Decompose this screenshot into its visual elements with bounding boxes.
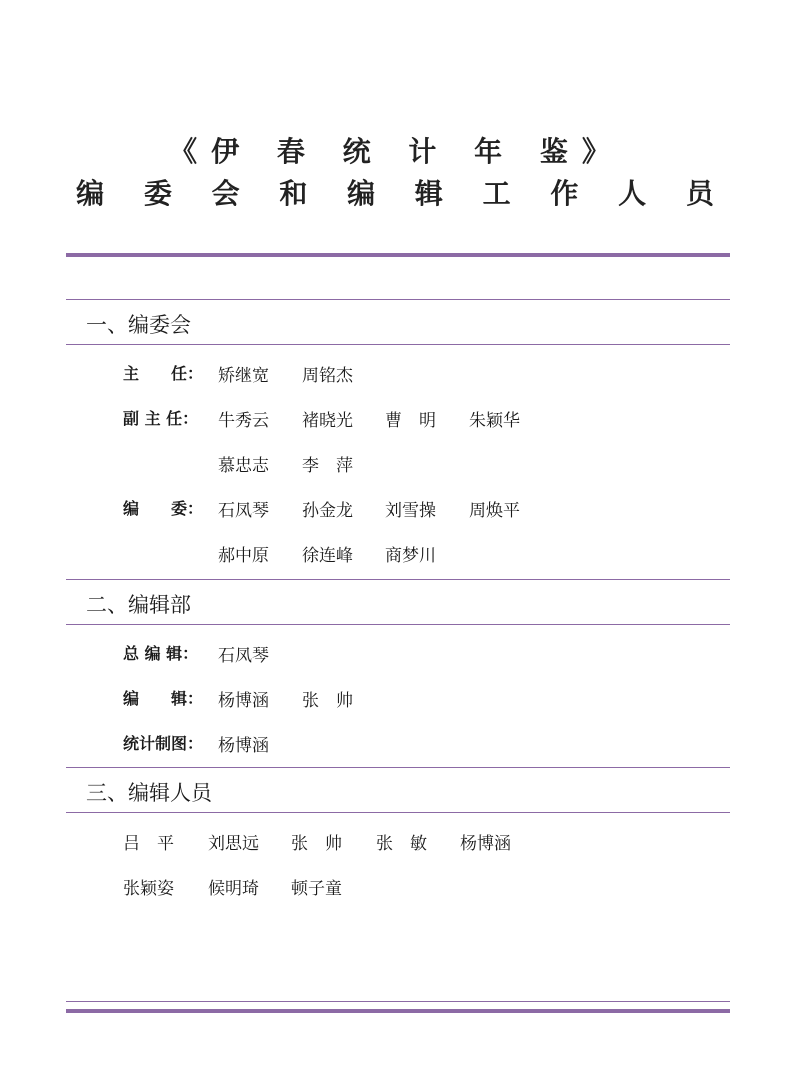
section-rule	[66, 767, 730, 768]
book-title: 《伊 春 统 计 年 鉴》	[169, 135, 624, 168]
person-name: 牛秀云	[218, 411, 269, 431]
person-name: 张颖姿	[123, 879, 174, 899]
person-name: 张 敏	[376, 834, 427, 854]
person-name: 张 帅	[302, 691, 353, 711]
person-name: 孙金龙	[302, 501, 353, 521]
person-name: 曹 明	[385, 411, 436, 431]
person-name: 慕忠志	[218, 456, 269, 476]
role-label: 主 任：	[123, 364, 204, 383]
role-label: 编 辑：	[123, 689, 204, 708]
section-rule	[66, 344, 730, 345]
bottom-thick-rule	[66, 1009, 730, 1013]
person-name: 石凤琴	[218, 501, 269, 521]
person-name: 刘思远	[208, 834, 259, 854]
person-name: 郝中原	[218, 546, 269, 566]
section-rule	[66, 812, 730, 813]
person-name: 褚晓光	[302, 411, 353, 431]
role-label: 编 委：	[123, 499, 204, 518]
section-heading-editorial-board: 一、编委会	[86, 313, 191, 337]
section-rule	[66, 624, 730, 625]
person-name: 朱颖华	[469, 411, 520, 431]
person-name: 杨博涵	[218, 736, 269, 756]
bottom-thin-rule	[66, 1001, 730, 1002]
page-subtitle: 编 委 会 和 编 辑 工 作 人 员	[76, 177, 729, 210]
person-name: 石凤琴	[218, 646, 269, 666]
section-heading-editorial-dept: 二、编辑部	[86, 593, 191, 617]
person-name: 矫继宽	[218, 366, 269, 386]
role-label: 副 主 任：	[123, 409, 199, 428]
person-name: 徐连峰	[302, 546, 353, 566]
person-name: 周铭杰	[302, 366, 353, 386]
person-name: 刘雪操	[385, 501, 436, 521]
person-name: 商梦川	[385, 546, 436, 566]
person-name: 杨博涵	[460, 834, 511, 854]
person-name: 吕 平	[123, 834, 174, 854]
role-label: 总 编 辑：	[123, 644, 199, 663]
section-heading-editors: 三、编辑人员	[86, 781, 212, 805]
role-label: 统计制图：	[123, 734, 204, 753]
person-name: 周焕平	[469, 501, 520, 521]
person-name: 候明琦	[208, 879, 259, 899]
top-thick-rule	[66, 253, 730, 257]
section-rule	[66, 579, 730, 580]
section-rule	[66, 299, 730, 300]
person-name: 杨博涵	[218, 691, 269, 711]
person-name: 张 帅	[291, 834, 342, 854]
person-name: 李 萍	[302, 456, 353, 476]
person-name: 顿子童	[291, 879, 342, 899]
